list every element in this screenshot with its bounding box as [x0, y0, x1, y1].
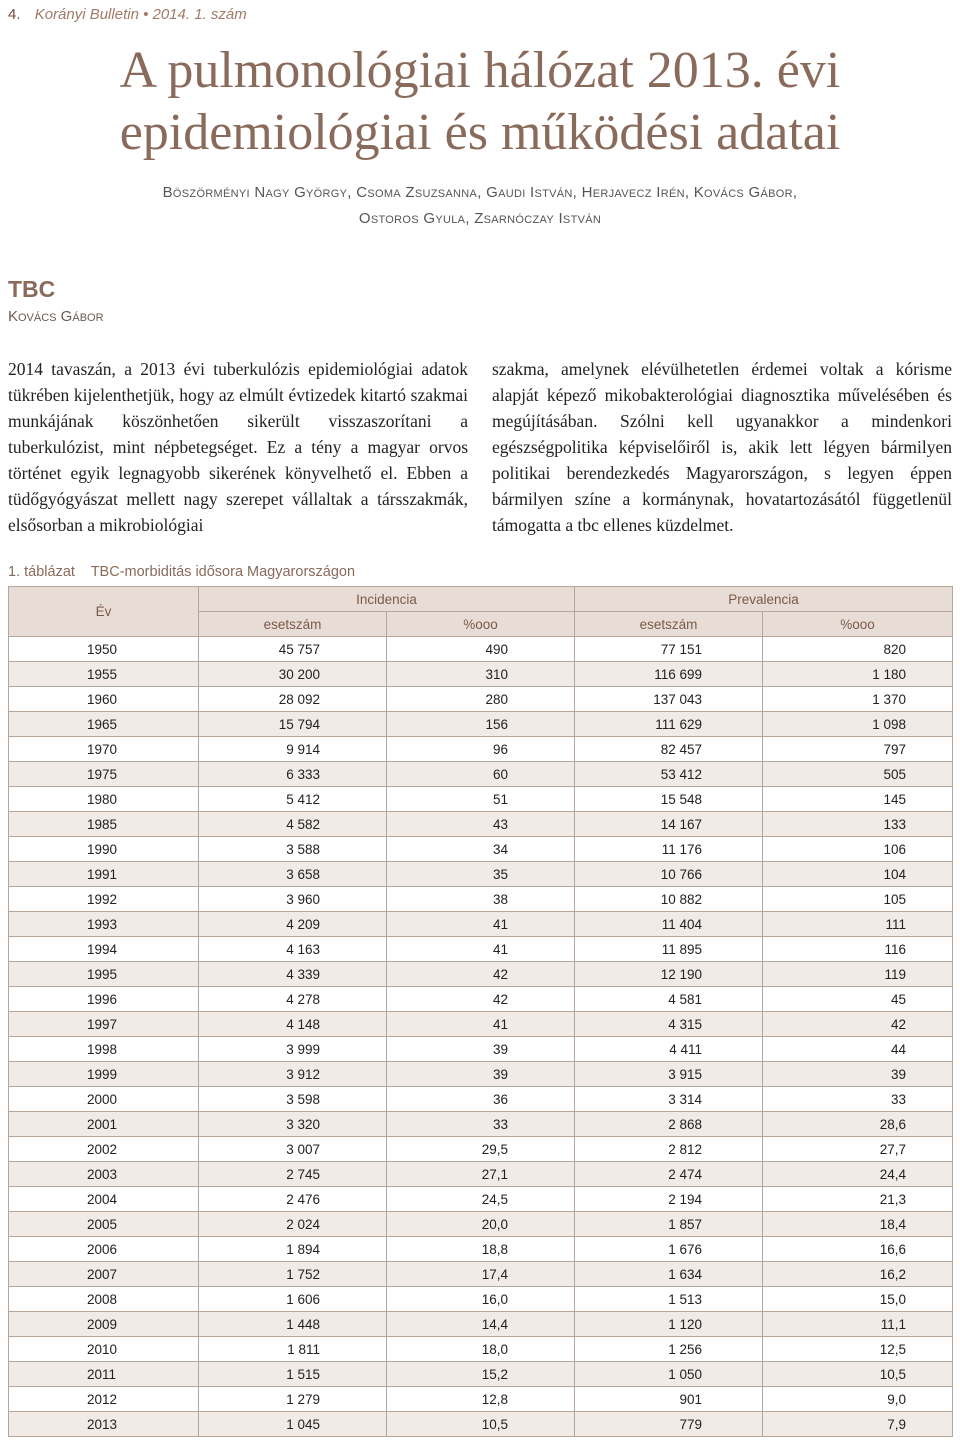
cell-year: 1996 — [9, 987, 199, 1012]
cell-incidence-rate: 156 — [387, 712, 575, 737]
cell-prevalence-rate: 505 — [763, 762, 953, 787]
cell-prevalence-cases: 12 190 — [575, 962, 763, 987]
table-row — [9, 1362, 953, 1387]
cell-prevalence-rate: 7,9 — [763, 1412, 953, 1437]
table-row — [9, 1387, 953, 1412]
author-line-1: Böszörményi Nagy György, Csoma Zsuzsanna, Gaudi István, Herjavecz Irén, Kovács Gábor, — [162, 184, 798, 201]
table-row — [9, 837, 953, 862]
running-head — [8, 6, 247, 23]
table-header-row — [9, 587, 953, 612]
cell-prevalence-rate: 21,3 — [763, 1187, 953, 1212]
tb-morbidity-table — [8, 586, 953, 1437]
cell-incidence-cases: 4 582 — [199, 812, 387, 837]
cell-year: 2012 — [9, 1387, 199, 1412]
column-header-prevalence: Prevalencia — [575, 587, 953, 612]
cell-incidence-cases: 2 745 — [199, 1162, 387, 1187]
cell-prevalence-rate: 42 — [763, 1012, 953, 1037]
table-row — [9, 1312, 953, 1337]
cell-incidence-rate: 39 — [387, 1062, 575, 1087]
cell-year: 1985 — [9, 812, 199, 837]
cell-prevalence-rate: 116 — [763, 937, 953, 962]
cell-prevalence-cases: 901 — [575, 1387, 763, 1412]
cell-year: 1960 — [9, 687, 199, 712]
cell-prevalence-rate: 1 370 — [763, 687, 953, 712]
cell-incidence-rate: 42 — [387, 962, 575, 987]
table-row — [9, 787, 953, 812]
cell-prevalence-rate: 11,1 — [763, 1312, 953, 1337]
cell-incidence-cases: 1 894 — [199, 1237, 387, 1262]
cell-year: 2002 — [9, 1137, 199, 1162]
cell-year: 2005 — [9, 1212, 199, 1237]
table-row — [9, 937, 953, 962]
cell-incidence-rate: 18,0 — [387, 1337, 575, 1362]
cell-incidence-cases: 2 024 — [199, 1212, 387, 1237]
cell-prevalence-cases: 1 256 — [575, 1337, 763, 1362]
cell-prevalence-cases: 10 882 — [575, 887, 763, 912]
cell-year: 1991 — [9, 862, 199, 887]
cell-year: 2003 — [9, 1162, 199, 1187]
cell-incidence-rate: 14,4 — [387, 1312, 575, 1337]
cell-year: 1955 — [9, 662, 199, 687]
cell-incidence-rate: 35 — [387, 862, 575, 887]
article-title: A pulmonológiai hálózat 2013. évi epidemiológiai és működési adatai — [119, 42, 841, 161]
cell-incidence-cases: 3 658 — [199, 862, 387, 887]
cell-incidence-cases: 5 412 — [199, 787, 387, 812]
cell-incidence-cases: 3 588 — [199, 837, 387, 862]
cell-incidence-rate: 16,0 — [387, 1287, 575, 1312]
body-text-left-column: 2014 tavaszán, a 2013 évi tuberkulózis epidemiológiai adatok tükrében kijelenthetjük, hogy az elmúlt évtizedek kitartó szakmai munkájának köszönhetően sikerült visszaszorítani a tuberkulózist, mint népbetegséget. Ez a tény a magyar orvos történet egyik legnagyobb sikerének könyvelhető el. Ebben a tüdőgyógyászat mellett nagy szerepet vállaltak a társszakmák, elsősorban a mikrobiológiai — [8, 359, 468, 535]
column-header-incidence-cases: esetszám — [199, 612, 387, 637]
cell-prevalence-cases: 2 194 — [575, 1187, 763, 1212]
author-list — [0, 180, 960, 232]
cell-incidence-rate: 24,5 — [387, 1187, 575, 1212]
cell-prevalence-cases: 1 676 — [575, 1237, 763, 1262]
cell-incidence-rate: 490 — [387, 637, 575, 662]
cell-incidence-rate: 15,2 — [387, 1362, 575, 1387]
cell-incidence-cases: 4 148 — [199, 1012, 387, 1037]
cell-year: 2011 — [9, 1362, 199, 1387]
cell-incidence-cases: 3 598 — [199, 1087, 387, 1112]
table-row — [9, 1237, 953, 1262]
cell-year: 1970 — [9, 737, 199, 762]
table-row — [9, 712, 953, 737]
author-line-2: Ostoros Gyula, Zsarnóczay István — [358, 210, 602, 227]
cell-prevalence-rate: 15,0 — [763, 1287, 953, 1312]
cell-incidence-cases: 4 339 — [199, 962, 387, 987]
cell-incidence-cases: 1 752 — [199, 1262, 387, 1287]
cell-incidence-cases: 4 278 — [199, 987, 387, 1012]
table-row — [9, 1012, 953, 1037]
cell-prevalence-rate: 111 — [763, 912, 953, 937]
cell-year: 1975 — [9, 762, 199, 787]
cell-incidence-cases: 1 279 — [199, 1387, 387, 1412]
page-number: 4. — [8, 6, 21, 23]
cell-prevalence-cases: 4 581 — [575, 987, 763, 1012]
cell-incidence-rate: 27,1 — [387, 1162, 575, 1187]
cell-incidence-cases: 2 476 — [199, 1187, 387, 1212]
cell-incidence-rate: 17,4 — [387, 1262, 575, 1287]
cell-incidence-cases: 45 757 — [199, 637, 387, 662]
cell-prevalence-cases: 11 404 — [575, 912, 763, 937]
cell-year: 2001 — [9, 1112, 199, 1137]
table-row — [9, 1337, 953, 1362]
cell-incidence-cases: 15 794 — [199, 712, 387, 737]
cell-incidence-rate: 60 — [387, 762, 575, 787]
cell-prevalence-rate: 797 — [763, 737, 953, 762]
cell-year: 2007 — [9, 1262, 199, 1287]
cell-prevalence-cases: 10 766 — [575, 862, 763, 887]
cell-year: 1990 — [9, 837, 199, 862]
cell-prevalence-cases: 11 895 — [575, 937, 763, 962]
cell-prevalence-cases: 77 151 — [575, 637, 763, 662]
cell-prevalence-cases: 3 314 — [575, 1087, 763, 1112]
cell-prevalence-rate: 33 — [763, 1087, 953, 1112]
cell-prevalence-rate: 18,4 — [763, 1212, 953, 1237]
cell-prevalence-cases: 137 043 — [575, 687, 763, 712]
cell-prevalence-cases: 2 474 — [575, 1162, 763, 1187]
table-row — [9, 687, 953, 712]
cell-incidence-rate: 43 — [387, 812, 575, 837]
table-body — [9, 637, 953, 1437]
cell-year: 2008 — [9, 1287, 199, 1312]
cell-prevalence-cases: 111 629 — [575, 712, 763, 737]
cell-incidence-cases: 9 914 — [199, 737, 387, 762]
cell-prevalence-rate: 16,2 — [763, 1262, 953, 1287]
cell-incidence-cases: 1 606 — [199, 1287, 387, 1312]
table-caption-title: TBC-morbiditás idősora Magyarországon — [90, 564, 356, 580]
cell-year: 1980 — [9, 787, 199, 812]
cell-incidence-rate: 20,0 — [387, 1212, 575, 1237]
cell-prevalence-rate: 24,4 — [763, 1162, 953, 1187]
cell-incidence-cases: 4 163 — [199, 937, 387, 962]
cell-incidence-rate: 39 — [387, 1037, 575, 1062]
table-caption-label: 1. táblázat — [8, 564, 75, 580]
cell-incidence-rate: 36 — [387, 1087, 575, 1112]
cell-year: 2013 — [9, 1412, 199, 1437]
cell-prevalence-cases: 779 — [575, 1412, 763, 1437]
cell-prevalence-cases: 1 857 — [575, 1212, 763, 1237]
cell-incidence-rate: 10,5 — [387, 1412, 575, 1437]
table-row — [9, 1062, 953, 1087]
table-row — [9, 637, 953, 662]
cell-year: 2004 — [9, 1187, 199, 1212]
table-row — [9, 1137, 953, 1162]
cell-incidence-rate: 96 — [387, 737, 575, 762]
table-caption — [8, 564, 355, 580]
table-row — [9, 737, 953, 762]
cell-incidence-cases: 3 007 — [199, 1137, 387, 1162]
cell-prevalence-rate: 45 — [763, 987, 953, 1012]
cell-prevalence-cases: 4 411 — [575, 1037, 763, 1062]
cell-year: 1998 — [9, 1037, 199, 1062]
cell-prevalence-cases: 1 513 — [575, 1287, 763, 1312]
cell-prevalence-rate: 105 — [763, 887, 953, 912]
cell-incidence-cases: 1 448 — [199, 1312, 387, 1337]
cell-year: 1965 — [9, 712, 199, 737]
cell-incidence-cases: 3 960 — [199, 887, 387, 912]
table-row — [9, 1187, 953, 1212]
cell-year: 2000 — [9, 1087, 199, 1112]
cell-incidence-cases: 4 209 — [199, 912, 387, 937]
cell-incidence-rate: 34 — [387, 837, 575, 862]
body-text-right-column: szakma, amelynek elévülhetetlen érdemei voltak a kórisme alapját képező mikobakterológiai diagnosztika művelésében és megújításában. Szólni kell ugyanakkor a mindenkori egészségpolitika képviselőiről is, akik lett légyen bármilyen politikai berendezkedés Magyarországon, s legyen éppen bármilyen színe a kormánynak, hovatartozásától függetlenül támogatta a tbc ellenes küzdelmet. — [492, 359, 952, 535]
cell-incidence-rate: 280 — [387, 687, 575, 712]
cell-incidence-rate: 41 — [387, 912, 575, 937]
cell-prevalence-cases: 116 699 — [575, 662, 763, 687]
cell-year: 2009 — [9, 1312, 199, 1337]
table-row — [9, 1037, 953, 1062]
section-heading: TBC — [8, 276, 56, 302]
cell-year: 2010 — [9, 1337, 199, 1362]
cell-incidence-cases: 3 912 — [199, 1062, 387, 1087]
cell-prevalence-cases: 82 457 — [575, 737, 763, 762]
cell-prevalence-rate: 106 — [763, 837, 953, 862]
cell-prevalence-cases: 2 812 — [575, 1137, 763, 1162]
cell-year: 1950 — [9, 637, 199, 662]
cell-prevalence-cases: 1 120 — [575, 1312, 763, 1337]
cell-prevalence-rate: 27,7 — [763, 1137, 953, 1162]
table-row — [9, 1262, 953, 1287]
cell-prevalence-cases: 4 315 — [575, 1012, 763, 1037]
cell-incidence-cases: 3 320 — [199, 1112, 387, 1137]
cell-prevalence-cases: 1 634 — [575, 1262, 763, 1287]
publication-name: Korányi Bulletin • 2014. 1. szám — [34, 6, 247, 23]
table-row — [9, 1287, 953, 1312]
cell-prevalence-rate: 9,0 — [763, 1387, 953, 1412]
column-header-prevalence-rate: %ooo — [763, 612, 953, 637]
cell-year: 1997 — [9, 1012, 199, 1037]
cell-incidence-cases: 1 811 — [199, 1337, 387, 1362]
cell-prevalence-rate: 12,5 — [763, 1337, 953, 1362]
cell-incidence-cases: 6 333 — [199, 762, 387, 787]
table-row — [9, 962, 953, 987]
table-row — [9, 1412, 953, 1437]
cell-year: 1993 — [9, 912, 199, 937]
table-row — [9, 812, 953, 837]
column-header-prevalence-cases: esetszám — [575, 612, 763, 637]
cell-incidence-rate: 42 — [387, 987, 575, 1012]
cell-prevalence-rate: 133 — [763, 812, 953, 837]
cell-incidence-cases: 3 999 — [199, 1037, 387, 1062]
cell-prevalence-rate: 39 — [763, 1062, 953, 1087]
column-header-incidence-rate: %ooo — [387, 612, 575, 637]
cell-year: 1992 — [9, 887, 199, 912]
cell-prevalence-rate: 1 180 — [763, 662, 953, 687]
cell-incidence-rate: 33 — [387, 1112, 575, 1137]
cell-prevalence-rate: 1 098 — [763, 712, 953, 737]
cell-year: 1994 — [9, 937, 199, 962]
cell-year: 2006 — [9, 1237, 199, 1262]
cell-prevalence-cases: 3 915 — [575, 1062, 763, 1087]
cell-year: 1995 — [9, 962, 199, 987]
table-row — [9, 987, 953, 1012]
column-header-incidence: Incidencia — [199, 587, 575, 612]
cell-prevalence-rate: 10,5 — [763, 1362, 953, 1387]
cell-prevalence-cases: 15 548 — [575, 787, 763, 812]
cell-prevalence-cases: 11 176 — [575, 837, 763, 862]
cell-incidence-cases: 28 092 — [199, 687, 387, 712]
cell-prevalence-rate: 145 — [763, 787, 953, 812]
column-header-year: Év — [9, 587, 199, 637]
cell-prevalence-rate: 820 — [763, 637, 953, 662]
cell-incidence-cases: 30 200 — [199, 662, 387, 687]
cell-year: 1999 — [9, 1062, 199, 1087]
table-row — [9, 1162, 953, 1187]
cell-incidence-rate: 51 — [387, 787, 575, 812]
table-row — [9, 662, 953, 687]
cell-prevalence-cases: 2 868 — [575, 1112, 763, 1137]
cell-prevalence-rate: 119 — [763, 962, 953, 987]
cell-prevalence-rate: 16,6 — [763, 1237, 953, 1262]
table-row — [9, 912, 953, 937]
section-author: Kovács Gábor — [8, 308, 104, 325]
table-row — [9, 887, 953, 912]
table-row — [9, 862, 953, 887]
cell-prevalence-rate: 104 — [763, 862, 953, 887]
cell-incidence-rate: 18,8 — [387, 1237, 575, 1262]
cell-prevalence-cases: 14 167 — [575, 812, 763, 837]
cell-incidence-cases: 1 045 — [199, 1412, 387, 1437]
cell-prevalence-rate: 44 — [763, 1037, 953, 1062]
cell-incidence-rate: 12,8 — [387, 1387, 575, 1412]
cell-incidence-cases: 1 515 — [199, 1362, 387, 1387]
cell-prevalence-cases: 1 050 — [575, 1362, 763, 1387]
cell-incidence-rate: 38 — [387, 887, 575, 912]
cell-incidence-rate: 41 — [387, 1012, 575, 1037]
cell-prevalence-rate: 28,6 — [763, 1112, 953, 1137]
table-row — [9, 762, 953, 787]
cell-prevalence-cases: 53 412 — [575, 762, 763, 787]
table-row — [9, 1112, 953, 1137]
cell-incidence-rate: 29,5 — [387, 1137, 575, 1162]
table-row — [9, 1212, 953, 1237]
table-row — [9, 1087, 953, 1112]
cell-incidence-rate: 41 — [387, 937, 575, 962]
cell-incidence-rate: 310 — [387, 662, 575, 687]
